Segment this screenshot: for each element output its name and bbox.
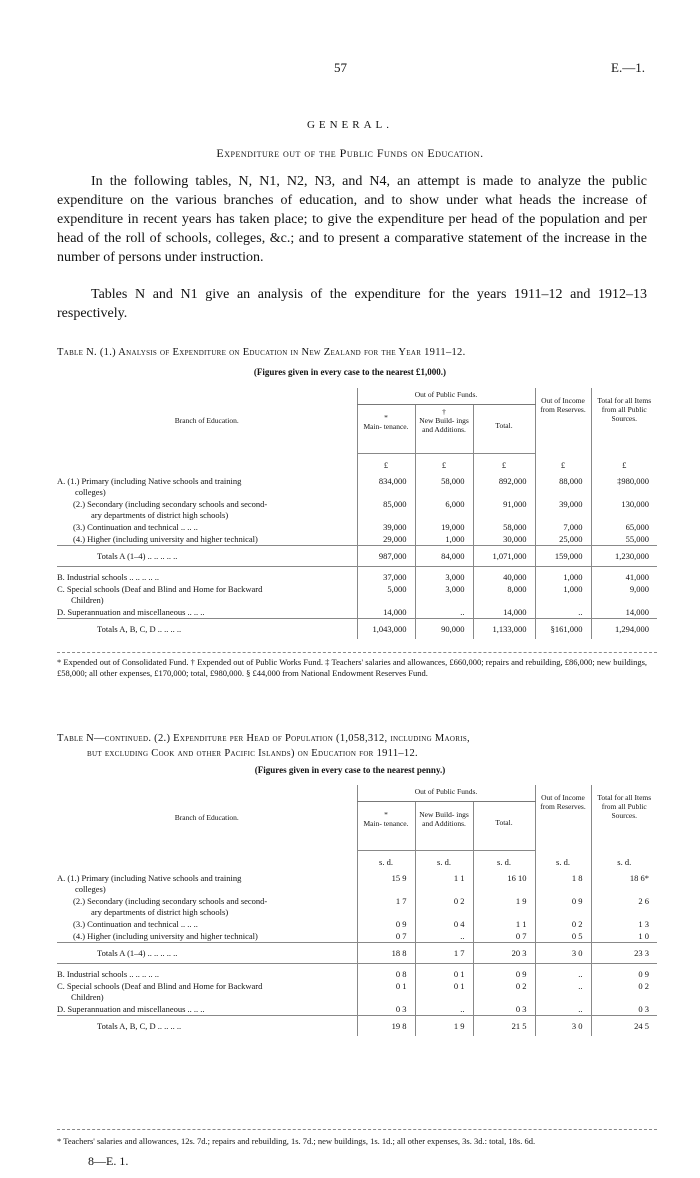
total-value-cell: 1,294,000 bbox=[591, 619, 657, 640]
value-cell: 0 1 bbox=[357, 980, 415, 1003]
value-cell: 1 8 bbox=[535, 868, 591, 895]
unit-cell: s. d. bbox=[357, 851, 415, 869]
value-cell: 1 1 bbox=[415, 868, 473, 895]
total-value-cell: 90,000 bbox=[415, 619, 473, 640]
value-cell: 25,000 bbox=[535, 533, 591, 546]
table1-figures-note: (Figures given in every case to the nearest £1,000.) bbox=[253, 367, 447, 377]
value-cell: .. bbox=[535, 964, 591, 981]
value-cell: 39,000 bbox=[357, 521, 415, 533]
total-value-cell: 84,000 bbox=[415, 546, 473, 567]
table-row bbox=[57, 964, 657, 981]
total-value-cell: 159,000 bbox=[535, 546, 591, 567]
value-cell: 0 3 bbox=[591, 1003, 657, 1016]
value-cell: 0 2 bbox=[535, 918, 591, 930]
value-cell: 0 7 bbox=[357, 930, 415, 943]
table-row bbox=[57, 895, 657, 918]
table-row bbox=[57, 471, 657, 498]
value-cell: 1,000 bbox=[415, 533, 473, 546]
units-row bbox=[57, 851, 657, 869]
value-cell: 1 1 bbox=[473, 918, 535, 930]
unit-cell: £ bbox=[535, 454, 591, 472]
column-header-new-buildings: New Build- ings and Additions. bbox=[415, 802, 473, 851]
table2-caption-line1: Table N—continued. (2.) Expenditure per Head of Population (1,058,312, including Maoris, bbox=[57, 733, 470, 744]
column-group-public-funds: Out of Public Funds. bbox=[357, 785, 535, 802]
totals-row bbox=[57, 546, 657, 567]
total-value-cell: 1 7 bbox=[415, 943, 473, 964]
total-value-cell: 1,230,000 bbox=[591, 546, 657, 567]
table1-caption: Table N. (1.) Analysis of Expenditure on Education in New Zealand for the Year 1911–12. bbox=[57, 347, 466, 358]
table2-caption-line2: but excluding Cook and other Pacific Islands) on Education for 1911–12. bbox=[87, 748, 418, 759]
maintenance-label: Main- tenance. bbox=[363, 422, 409, 431]
total-value-cell: 23 3 bbox=[591, 943, 657, 964]
column-header-branch: Branch of Education. bbox=[174, 416, 239, 426]
table1-footnote: * Expended out of Consolidated Fund. † Expended out of Public Works Fund. ‡ Teachers' salaries and allowances, £660,000; repairs and rebuilding, £86,000; new buildings, £58,000; all other expenses, £170,000; total, £980,000. § £44,000 from National Endowment Reserves Fund. bbox=[57, 657, 647, 678]
footnote-divider bbox=[57, 1129, 657, 1130]
branch-label: A. (1.) Primary (including Native schools and training colleges) bbox=[57, 476, 242, 497]
table2-figures-note: (Figures given in every case to the nearest penny.) bbox=[254, 765, 446, 775]
branch-label: C. Special schools (Deaf and Blind and Home for Backward Children) bbox=[57, 981, 263, 1002]
total-value-cell: 24 5 bbox=[591, 1016, 657, 1037]
value-cell: 1 3 bbox=[591, 918, 657, 930]
total-value-cell: 987,000 bbox=[357, 546, 415, 567]
value-cell: .. bbox=[535, 980, 591, 1003]
value-cell: 0 1 bbox=[415, 964, 473, 981]
value-cell: 0 1 bbox=[415, 980, 473, 1003]
table-row bbox=[57, 567, 657, 584]
total-value-cell: 1,071,000 bbox=[473, 546, 535, 567]
table2-footnote: * Teachers' salaries and allowances, 12s. 7d.; repairs and rebuilding, 1s. 7d.; new buildings, 1s. 1d.; all other expenses, 3s. 3d.: total, 18s. 6d. bbox=[57, 1136, 536, 1146]
section-title: GENERAL. bbox=[306, 119, 394, 131]
units-row bbox=[57, 454, 657, 472]
branch-label: C. Special schools (Deaf and Blind and Home for Backward Children) bbox=[57, 584, 263, 605]
value-cell: 0 8 bbox=[357, 964, 415, 981]
branch-label: (3.) Continuation and technical .. .. .. bbox=[73, 919, 198, 929]
column-group-public-funds: Out of Public Funds. bbox=[357, 388, 535, 405]
value-cell: 85,000 bbox=[357, 498, 415, 521]
value-cell: 14,000 bbox=[357, 606, 415, 619]
table-expenditure-analysis bbox=[57, 388, 657, 639]
unit-cell: s. d. bbox=[535, 851, 591, 869]
maintenance-footnote-mark: * bbox=[384, 413, 388, 422]
value-cell: 5,000 bbox=[357, 583, 415, 606]
column-header-maintenance bbox=[357, 405, 415, 454]
column-header-out-of-income: Out of Income from Reserves. bbox=[535, 785, 591, 851]
table-row bbox=[57, 1003, 657, 1016]
page-number: 57 bbox=[334, 60, 347, 75]
value-cell: 0 7 bbox=[473, 930, 535, 943]
totals-row bbox=[57, 1016, 657, 1037]
branch-label: B. Industrial schools .. .. .. .. .. bbox=[57, 964, 357, 981]
value-cell: 1 7 bbox=[357, 895, 415, 918]
branch-label: (4.) Higher (including university and higher technical) bbox=[73, 931, 258, 941]
totals-label: Totals A, B, C, D .. .. .. .. bbox=[57, 619, 357, 640]
column-header-total: Total. bbox=[473, 405, 535, 454]
totals-row bbox=[57, 619, 657, 640]
value-cell: .. bbox=[415, 930, 473, 943]
value-cell: 30,000 bbox=[473, 533, 535, 546]
value-cell: 0 9 bbox=[591, 964, 657, 981]
table2-caption bbox=[57, 731, 657, 761]
value-cell: 19,000 bbox=[415, 521, 473, 533]
value-cell: 0 9 bbox=[473, 964, 535, 981]
table-row bbox=[57, 930, 657, 943]
branch-label: (2.) Secondary (including secondary schools and second- ary departments of district high schools) bbox=[73, 499, 268, 520]
value-cell: 0 9 bbox=[535, 895, 591, 918]
new-buildings-label: New Build- ings and Additions. bbox=[419, 416, 469, 434]
column-header-total: Total. bbox=[473, 802, 535, 851]
value-cell: 8,000 bbox=[473, 583, 535, 606]
unit-cell: s. d. bbox=[415, 851, 473, 869]
table-row bbox=[57, 583, 657, 606]
value-cell: 3,000 bbox=[415, 583, 473, 606]
branch-label: D. Superannuation and miscellaneous .. .. .. bbox=[57, 607, 205, 617]
value-cell: .. bbox=[415, 606, 473, 619]
totals-label: Totals A, B, C, D .. .. .. .. bbox=[57, 1016, 357, 1037]
value-cell: 37,000 bbox=[357, 567, 415, 584]
unit-cell: s. d. bbox=[591, 851, 657, 869]
value-cell: 16 10 bbox=[473, 868, 535, 895]
value-cell: 55,000 bbox=[591, 533, 657, 546]
value-cell: 834,000 bbox=[357, 471, 415, 498]
document-reference: E.—1. bbox=[611, 60, 645, 75]
value-cell: ‡980,000 bbox=[591, 471, 657, 498]
totals-label: Totals A (1–4) .. .. .. .. .. bbox=[57, 546, 357, 567]
maintenance-label: Main- tenance. bbox=[363, 819, 409, 828]
value-cell: 0 2 bbox=[591, 980, 657, 1003]
value-cell: 0 3 bbox=[473, 1003, 535, 1016]
value-cell: 39,000 bbox=[535, 498, 591, 521]
total-value-cell: 3 0 bbox=[535, 943, 591, 964]
total-value-cell: 3 0 bbox=[535, 1016, 591, 1037]
branch-label: (2.) Secondary (including secondary schools and second- ary departments of district high schools) bbox=[73, 896, 268, 917]
value-cell: 0 2 bbox=[415, 895, 473, 918]
value-cell: 7,000 bbox=[535, 521, 591, 533]
value-cell: 0 2 bbox=[473, 980, 535, 1003]
value-cell: .. bbox=[535, 606, 591, 619]
value-cell: 58,000 bbox=[415, 471, 473, 498]
tables-paragraph: Tables N and N1 give an analysis of the expenditure for the years 1911–12 and 1912–13 respectively. bbox=[57, 287, 647, 321]
footnote-divider bbox=[57, 652, 657, 653]
table2-body bbox=[57, 868, 657, 1036]
branch-label: B. Industrial schools .. .. .. .. .. bbox=[57, 567, 357, 584]
totals-label: Totals A (1–4) .. .. .. .. .. bbox=[57, 943, 357, 964]
unit-cell: £ bbox=[591, 454, 657, 472]
total-value-cell: 21 5 bbox=[473, 1016, 535, 1037]
table-row bbox=[57, 498, 657, 521]
value-cell: 18 6* bbox=[591, 868, 657, 895]
value-cell: 892,000 bbox=[473, 471, 535, 498]
section-subtitle: Expenditure out of the Public Funds on Education. bbox=[216, 146, 484, 160]
value-cell: 91,000 bbox=[473, 498, 535, 521]
total-value-cell: 18 8 bbox=[357, 943, 415, 964]
column-header-total-all: Total for all Items from all Public Sources. bbox=[591, 388, 657, 454]
table-row bbox=[57, 918, 657, 930]
value-cell: 0 3 bbox=[357, 1003, 415, 1016]
total-value-cell: §161,000 bbox=[535, 619, 591, 640]
unit-cell: £ bbox=[473, 454, 535, 472]
column-header-out-of-income: Out of Income from Reserves. bbox=[535, 388, 591, 454]
column-header-total-all: Total for all Items from all Public Sources. bbox=[591, 785, 657, 851]
value-cell: 40,000 bbox=[473, 567, 535, 584]
table-row bbox=[57, 606, 657, 619]
column-header-new-buildings bbox=[415, 405, 473, 454]
value-cell: 9,000 bbox=[591, 583, 657, 606]
value-cell: 1,000 bbox=[535, 583, 591, 606]
branch-label: (3.) Continuation and technical .. .. .. bbox=[73, 522, 198, 532]
table-row bbox=[57, 533, 657, 546]
total-value-cell: 1 9 bbox=[415, 1016, 473, 1037]
value-cell: 6,000 bbox=[415, 498, 473, 521]
value-cell: 130,000 bbox=[591, 498, 657, 521]
page-header bbox=[0, 60, 700, 80]
value-cell: 29,000 bbox=[357, 533, 415, 546]
maintenance-footnote-mark: * bbox=[384, 810, 388, 819]
total-value-cell: 1,043,000 bbox=[357, 619, 415, 640]
value-cell: 1,000 bbox=[535, 567, 591, 584]
value-cell: 1 0 bbox=[591, 930, 657, 943]
page-signature: 8—E. 1. bbox=[88, 1154, 129, 1168]
column-header-branch: Branch of Education. bbox=[174, 813, 239, 823]
value-cell: 88,000 bbox=[535, 471, 591, 498]
table-row bbox=[57, 521, 657, 533]
table-row bbox=[57, 980, 657, 1003]
value-cell: 14,000 bbox=[473, 606, 535, 619]
value-cell: 65,000 bbox=[591, 521, 657, 533]
value-cell: 41,000 bbox=[591, 567, 657, 584]
branch-label: A. (1.) Primary (including Native schools and training colleges) bbox=[57, 873, 242, 894]
branch-label: (4.) Higher (including university and higher technical) bbox=[73, 534, 258, 544]
value-cell: 2 6 bbox=[591, 895, 657, 918]
value-cell: 58,000 bbox=[473, 521, 535, 533]
value-cell: 1 9 bbox=[473, 895, 535, 918]
unit-cell: s. d. bbox=[473, 851, 535, 869]
table-row bbox=[57, 868, 657, 895]
value-cell: 0 4 bbox=[415, 918, 473, 930]
value-cell: .. bbox=[535, 1003, 591, 1016]
total-value-cell: 20 3 bbox=[473, 943, 535, 964]
value-cell: 3,000 bbox=[415, 567, 473, 584]
intro-paragraph: In the following tables, N, N1, N2, N3, and N4, an attempt is made to analyze the public expenditure on the various branches of education, and to show under what heads the increase of expenditure in recent years has taken place; to give the expenditure per head of the population and per head of the roll of schools, colleges, &c.; and to present a comparative statement of the increase in the number of persons under instruction. bbox=[57, 174, 647, 265]
unit-cell: £ bbox=[357, 454, 415, 472]
branch-label: D. Superannuation and miscellaneous .. .. .. bbox=[57, 1004, 205, 1014]
value-cell: 15 9 bbox=[357, 868, 415, 895]
total-value-cell: 1,133,000 bbox=[473, 619, 535, 640]
new-buildings-footnote-mark: † bbox=[442, 407, 446, 416]
value-cell: .. bbox=[415, 1003, 473, 1016]
totals-row bbox=[57, 943, 657, 964]
total-value-cell: 19 8 bbox=[357, 1016, 415, 1037]
value-cell: 0 9 bbox=[357, 918, 415, 930]
value-cell: 14,000 bbox=[591, 606, 657, 619]
value-cell: 0 5 bbox=[535, 930, 591, 943]
unit-cell: £ bbox=[415, 454, 473, 472]
table-expenditure-per-head bbox=[57, 785, 657, 1036]
column-header-maintenance bbox=[357, 802, 415, 851]
table1-body bbox=[57, 471, 657, 639]
